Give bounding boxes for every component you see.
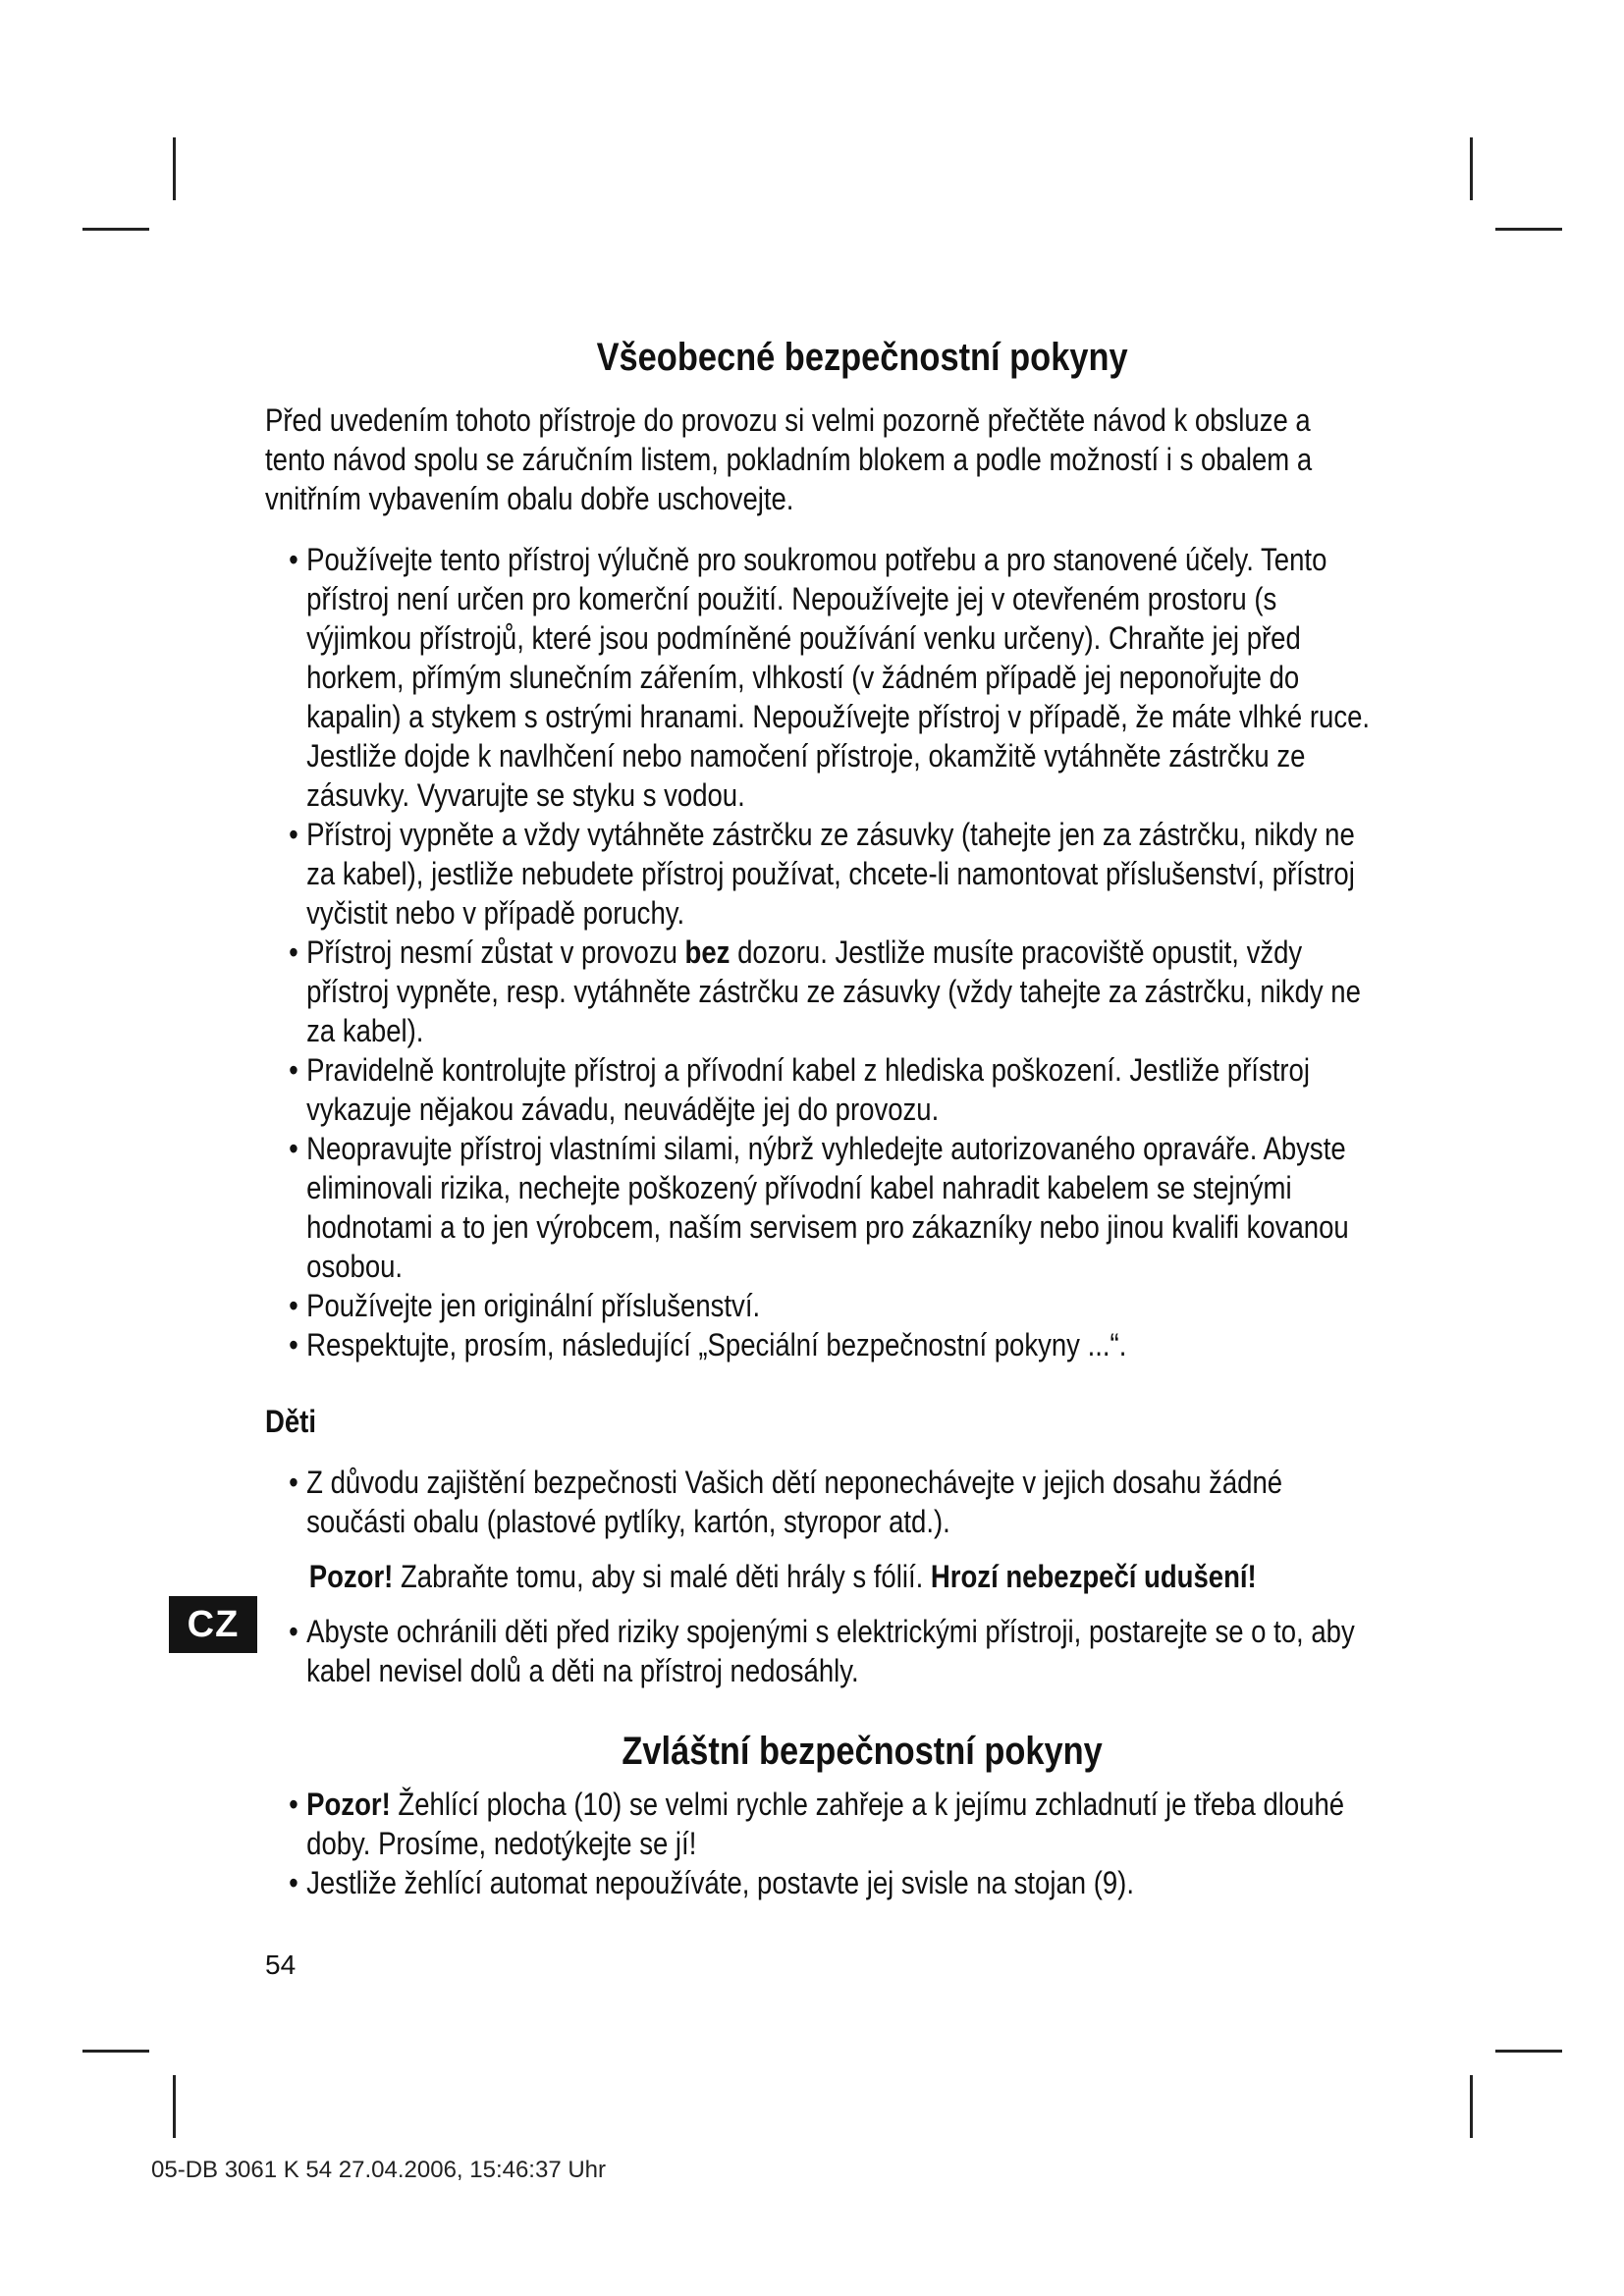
crop-mark [1470, 2075, 1473, 2138]
print-info: 05-DB 3061 K 54 27.04.2006, 15:46:37 Uhr [151, 2157, 607, 2183]
section-title-general: Všeobecné bezpečnostní pokyny [596, 336, 1128, 379]
suffocation-warning [265, 1557, 1375, 1596]
crop-mark [1495, 228, 1562, 231]
list-item: • Jestliže žehlící automat nepoužíváte, postavte jej svisle na stojan (9). [265, 1863, 1375, 1902]
list-item: • Přístroj vypněte a vždy vytáhněte zástrčku ze zásuvky (tahejte jen za zástrčku, nikdy ne za kabel), jestliže nebudete přístroj používat, chcete-li namontovat příslušenství, přístroj vyčistit nebo v případě poruchy. [265, 815, 1375, 933]
page-content [265, 334, 1375, 1902]
list-item [265, 933, 1375, 1050]
crop-mark [173, 137, 176, 200]
crop-mark [1495, 2050, 1562, 2053]
warning-emphasis: Hrozí nebezpečí udušení! [930, 1559, 1257, 1594]
list-item [265, 1785, 1375, 1863]
language-badge: CZ [169, 1596, 257, 1653]
list-item: • Používejte jen originální příslušenství. [265, 1286, 1375, 1325]
list-item: • Respektujte, prosím, následující „Speciální bezpečnostní pokyny ...“. [265, 1325, 1375, 1364]
crop-mark [82, 228, 149, 231]
list-item-text: dozoru. Jestliže musíte pracoviště opustit, vždy přístroj vypněte, resp. vytáhněte zástrčku ze zásuvky (vždy tahejte za zástrčku, nikdy ne za kabel). [306, 934, 1361, 1048]
list-item: • Pravidelně kontrolujte přístroj a přívodní kabel z hlediska poškození. Jestliže přístroj vykazuje nějakou závadu, neuvádějte jej do provozu. [265, 1050, 1375, 1129]
crop-mark [82, 2050, 149, 2053]
children-safety-list [265, 1463, 1375, 1541]
list-item-emphasis: bez [684, 934, 731, 970]
section-title-children: Děti [265, 1404, 316, 1439]
list-item: • Neopravujte přístroj vlastními silami, nýbrž vyhledejte autorizovaného opraváře. Abyste eliminovali rizika, nechejte poškozený přívodní kabel nahradit kabelem se stejnými hodnotami a to jen výrobcem, naším servisem pro zákazníky nebo jinou kvalifi kovanou osobou. [265, 1129, 1375, 1286]
general-safety-list [265, 540, 1375, 1364]
list-item: • Používejte tento přístroj výlučně pro soukromou potřebu a pro stanovené účely. Tento přístroj není určen pro komerční použití. Nepoužívejte jej v otevřeném prostoru (s výjimkou přístrojů, které jsou podmíněné používání venku určeny). Chraňte jej před horkem, přímým slunečním zářením, vlhkostí (v žádném případě jej neponořujte do kapalin) a stykem s ostrými hranami. Nepoužívejte přístroj v případě, že máte vlhké ruce. Jestliže dojde k navlhčení nebo namočení přístroje, okamžitě vytáhněte zástrčku ze zásuvky. Vyvarujte se styku s vodou. [265, 540, 1375, 815]
list-item-label: Pozor! [306, 1787, 391, 1822]
list-item: • Z důvodu zajištění bezpečnosti Vašich dětí neponechávejte v jejich dosahu žádné součásti obalu (plastové pytlíky, kartón, styropor atd.). [265, 1463, 1375, 1541]
crop-mark [173, 2075, 176, 2138]
crop-mark [1470, 137, 1473, 200]
list-item: • Abyste ochránili děti před riziky spojenými s elektrickými přístroji, postarejte se o to, aby kabel nevisel dolů a děti na přístroj nedosáhly. [265, 1612, 1375, 1690]
warning-text: Zabraňte tomu, aby si malé děti hrály s fólií. [393, 1559, 931, 1594]
children-safety-list-2 [265, 1612, 1375, 1690]
special-safety-list [265, 1785, 1375, 1902]
warning-label: Pozor! [308, 1559, 394, 1594]
page-number: 54 [265, 1949, 297, 1980]
intro-paragraph: Před uvedením tohoto přístroje do provozu si velmi pozorně přečtěte návod k obsluze a tento návod spolu se záručním listem, pokladním blokem a podle možností i s obalem a vnitřním vybavením obalu dobře uschovejte. [265, 402, 1313, 516]
list-item-text: Žehlící plocha (10) se velmi rychle zahřeje a k jejímu zchladnutí je třeba dlouhé doby. Prosíme, nedotýkejte se jí! [306, 1787, 1345, 1861]
section-title-special: Zvláštní bezpečnostní pokyny [622, 1730, 1103, 1773]
list-item-text: Přístroj nesmí zůstat v provozu [306, 934, 685, 970]
